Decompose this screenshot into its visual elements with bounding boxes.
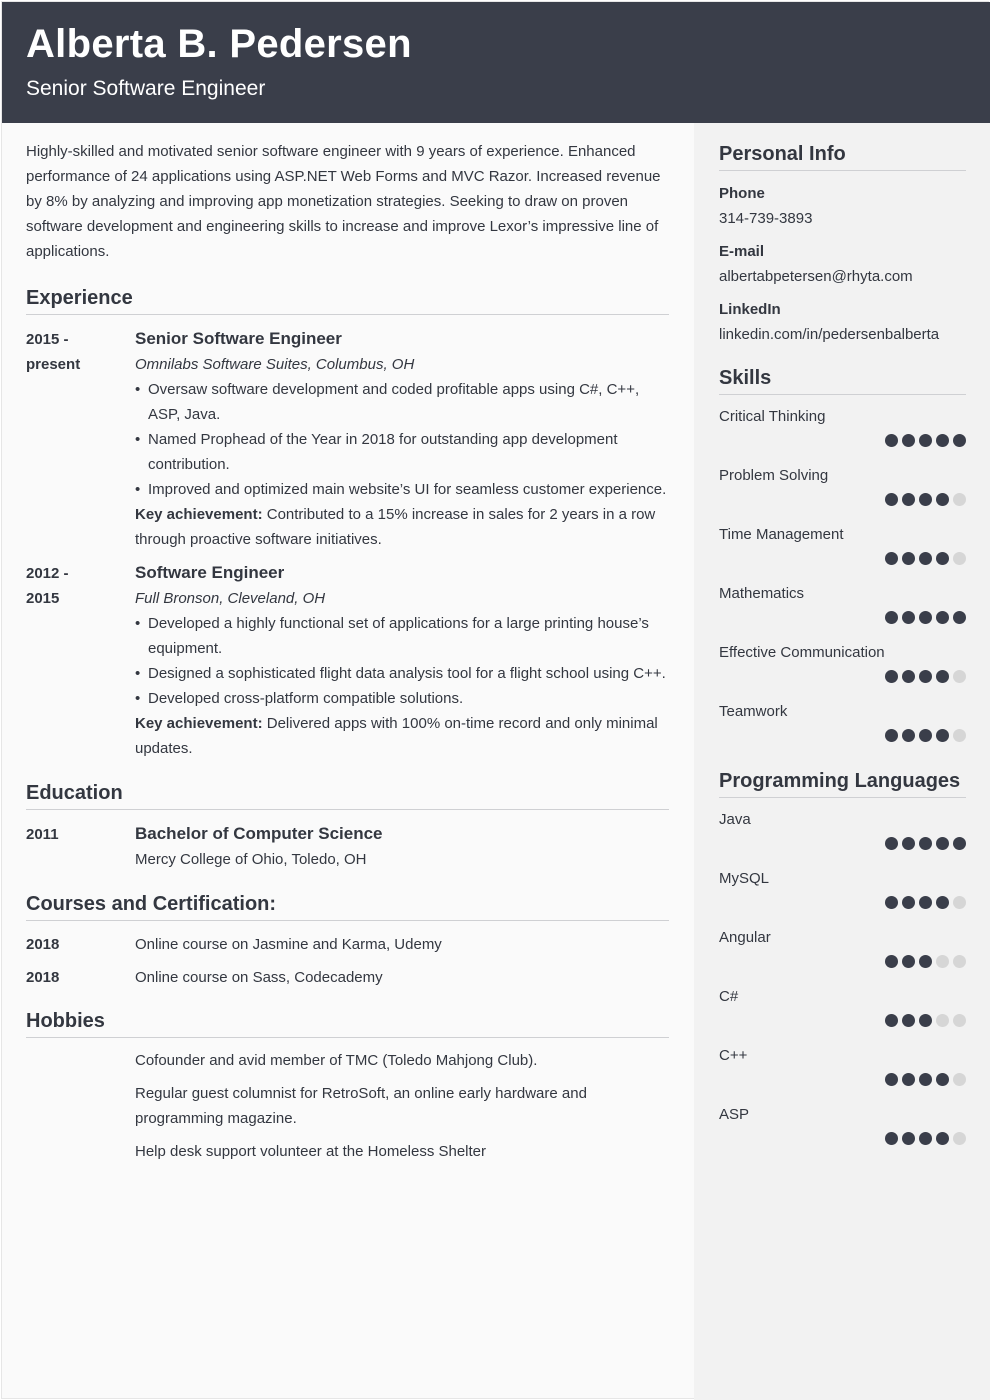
job-bullet: • Developed cross-platform compatible solutions. xyxy=(135,686,669,711)
rating-dot-filled xyxy=(902,837,915,850)
rating-dot-empty xyxy=(936,1014,949,1027)
phone-value: 314-739-3893 xyxy=(719,210,813,227)
rating-dot-filled xyxy=(936,896,949,909)
job-bullets xyxy=(135,611,669,711)
rating-dot-filled xyxy=(936,493,949,506)
language-rating xyxy=(719,955,966,968)
rating-dot-filled xyxy=(902,493,915,506)
personal-info-heading: Personal Info xyxy=(719,143,966,171)
rating-dot-filled xyxy=(902,670,915,683)
rating-dot-filled xyxy=(919,1073,932,1086)
job-company: Full Bronson, Cleveland, OH xyxy=(135,590,326,607)
skill-name: Mathematics xyxy=(719,585,805,602)
rating-dot-filled xyxy=(919,955,932,968)
language-name: ASP xyxy=(719,1106,750,1123)
language-name: MySQL xyxy=(719,870,770,887)
rating-dot-filled xyxy=(885,611,898,624)
hobby-item: Regular guest columnist for RetroSoft, an online early hardware and programming magazine. xyxy=(135,1085,587,1127)
linkedin-label: LinkedIn xyxy=(719,301,781,318)
rating-dot-filled xyxy=(885,1014,898,1027)
key-achievement-text: Contributed to a 15% increase in sales for 2 years in a row through proactive software initiatives. xyxy=(135,506,656,548)
phone-label: Phone xyxy=(719,185,765,202)
rating-dot-filled xyxy=(885,837,898,850)
language-item xyxy=(719,928,966,987)
skill-rating xyxy=(719,552,966,565)
job-bullets xyxy=(135,377,669,502)
language-name: Java xyxy=(719,811,751,828)
rating-dot-filled xyxy=(919,670,932,683)
job-company: Omnilabs Software Suites, Columbus, OH xyxy=(135,356,415,373)
rating-dot-filled xyxy=(902,611,915,624)
job-date-start: 2012 - xyxy=(26,565,69,582)
rating-dot-empty xyxy=(953,955,966,968)
education-heading: Education xyxy=(26,782,669,810)
key-achievement-label: Key achievement: xyxy=(135,506,263,523)
school: Mercy College of Ohio, Toledo, OH xyxy=(135,851,367,868)
skills-list xyxy=(719,407,966,761)
language-rating xyxy=(719,1132,966,1145)
rating-dot-filled xyxy=(919,837,932,850)
rating-dot-filled xyxy=(936,434,949,447)
course-row xyxy=(26,965,669,990)
hobbies-heading: Hobbies xyxy=(26,1010,669,1038)
rating-dot-filled xyxy=(919,1132,932,1145)
rating-dot-filled xyxy=(953,434,966,447)
job-entry xyxy=(26,561,669,761)
rating-dot-empty xyxy=(953,552,966,565)
candidate-name: Alberta B. Pedersen xyxy=(26,22,412,66)
skill-name: Effective Communication xyxy=(719,644,885,661)
skill-item xyxy=(719,466,966,525)
skill-item xyxy=(719,702,966,761)
language-name: C++ xyxy=(719,1047,748,1064)
rating-dot-filled xyxy=(936,552,949,565)
rating-dot-filled xyxy=(919,611,932,624)
rating-dot-filled xyxy=(885,955,898,968)
skill-name: Teamwork xyxy=(719,703,788,720)
rating-dot-filled xyxy=(953,837,966,850)
rating-dot-filled xyxy=(885,729,898,742)
rating-dot-filled xyxy=(902,729,915,742)
key-achievement xyxy=(135,502,669,552)
rating-dot-filled xyxy=(919,493,932,506)
language-item xyxy=(719,1105,966,1164)
job-title: Software Engineer xyxy=(135,563,285,582)
key-achievement-text: Delivered apps with 100% on-time record and only minimal updates. xyxy=(135,715,658,757)
rating-dot-empty xyxy=(953,493,966,506)
education-entry xyxy=(26,822,669,872)
job-date xyxy=(26,327,135,552)
skill-rating xyxy=(719,611,966,624)
rating-dot-filled xyxy=(953,611,966,624)
rating-dot-filled xyxy=(885,1132,898,1145)
skill-rating xyxy=(719,434,966,447)
skills-heading: Skills xyxy=(719,367,966,395)
rating-dot-filled xyxy=(902,1073,915,1086)
rating-dot-empty xyxy=(953,729,966,742)
job-bullet: • Named Prophead of the Year in 2018 for outstanding app development contribution. xyxy=(135,427,669,477)
sidebar-content xyxy=(719,123,966,1164)
language-rating xyxy=(719,896,966,909)
rating-dot-empty xyxy=(953,1014,966,1027)
rating-dot-filled xyxy=(919,896,932,909)
skill-rating xyxy=(719,493,966,506)
rating-dot-filled xyxy=(902,434,915,447)
skill-item xyxy=(719,643,966,702)
rating-dot-filled xyxy=(885,1073,898,1086)
job-bullet: • Designed a sophisticated flight data analysis tool for a flight school using C++. xyxy=(135,661,669,686)
course-text: Online course on Sass, Codecademy xyxy=(135,969,383,986)
course-date: 2018 xyxy=(26,936,60,953)
email-value: albertabpetersen@rhyta.com xyxy=(719,268,913,285)
candidate-role: Senior Software Engineer xyxy=(26,77,266,100)
skill-rating xyxy=(719,729,966,742)
rating-dot-filled xyxy=(936,837,949,850)
rating-dot-empty xyxy=(953,670,966,683)
language-name: C# xyxy=(719,988,739,1005)
job-entry xyxy=(26,327,669,552)
skill-item xyxy=(719,407,966,466)
resume-page xyxy=(1,1,989,1399)
sidebar xyxy=(694,123,990,1400)
skill-name: Critical Thinking xyxy=(719,408,826,425)
rating-dot-filled xyxy=(936,670,949,683)
rating-dot-filled xyxy=(919,552,932,565)
job-bullet: • Improved and optimized main website’s UI for seamless customer experience. xyxy=(135,477,669,502)
language-rating xyxy=(719,1073,966,1086)
experience-heading: Experience xyxy=(26,287,669,315)
languages-list xyxy=(719,810,966,1164)
main-column xyxy=(26,123,669,1164)
language-name: Angular xyxy=(719,929,771,946)
rating-dot-filled xyxy=(885,552,898,565)
rating-dot-empty xyxy=(953,896,966,909)
rating-dot-filled xyxy=(902,1014,915,1027)
job-body xyxy=(135,327,669,552)
job-title: Senior Software Engineer xyxy=(135,329,342,348)
rating-dot-filled xyxy=(885,493,898,506)
key-achievement xyxy=(135,711,669,761)
rating-dot-filled xyxy=(919,1014,932,1027)
rating-dot-filled xyxy=(936,1073,949,1086)
email-label: E-mail xyxy=(719,243,765,260)
rating-dot-filled xyxy=(936,729,949,742)
job-date-end: present xyxy=(26,356,81,373)
course-row xyxy=(26,932,669,957)
language-item xyxy=(719,1046,966,1105)
rating-dot-filled xyxy=(936,611,949,624)
rating-dot-filled xyxy=(902,955,915,968)
rating-dot-filled xyxy=(919,434,932,447)
job-bullet: • Oversaw software development and coded profitable apps using C#, C++, ASP, Java. xyxy=(135,377,669,427)
skill-item xyxy=(719,525,966,584)
degree: Bachelor of Computer Science xyxy=(135,824,383,843)
rating-dot-filled xyxy=(936,1132,949,1145)
key-achievement-label: Key achievement: xyxy=(135,715,263,732)
rating-dot-filled xyxy=(919,729,932,742)
languages-heading: Programming Languages xyxy=(719,770,966,798)
hobby-item: Help desk support volunteer at the Homeless Shelter xyxy=(135,1143,487,1160)
language-item xyxy=(719,810,966,869)
course-date: 2018 xyxy=(26,969,60,986)
rating-dot-empty xyxy=(953,1132,966,1145)
skill-name: Time Management xyxy=(719,526,844,543)
resume-header xyxy=(2,2,990,123)
job-date-end: 2015 xyxy=(26,590,60,607)
hobby-item: Cofounder and avid member of TMC (Toledo Mahjong Club). xyxy=(135,1052,538,1069)
rating-dot-filled xyxy=(902,896,915,909)
linkedin-value: linkedin.com/in/pedersenbalberta xyxy=(719,326,940,343)
courses-heading: Courses and Certification: xyxy=(26,893,669,921)
job-bullet: • Developed a highly functional set of applications for a large printing house’s equipment. xyxy=(135,611,669,661)
skill-item xyxy=(719,584,966,643)
summary: Highly-skilled and motivated senior software engineer with 9 years of experience. Enhanced performance of 24 applications using ASP.NET Web Forms and MVC Razor. Increased revenue by 8% by analyzing and improving app monetization strategies. Seeking to draw on proven software development and engineering skills to increase and improve Lexor’s impressive line of applications. xyxy=(26,143,661,260)
education-date: 2011 xyxy=(26,826,59,843)
education-body xyxy=(135,822,669,872)
rating-dot-filled xyxy=(902,1132,915,1145)
rating-dot-filled xyxy=(885,434,898,447)
language-rating xyxy=(719,837,966,850)
language-item xyxy=(719,987,966,1046)
skill-rating xyxy=(719,670,966,683)
job-body xyxy=(135,561,669,761)
rating-dot-filled xyxy=(902,552,915,565)
rating-dot-filled xyxy=(885,896,898,909)
language-rating xyxy=(719,1014,966,1027)
rating-dot-empty xyxy=(936,955,949,968)
language-item xyxy=(719,869,966,928)
job-date-start: 2015 - xyxy=(26,331,69,348)
job-date xyxy=(26,561,135,761)
skill-name: Problem Solving xyxy=(719,467,829,484)
rating-dot-empty xyxy=(953,1073,966,1086)
rating-dot-filled xyxy=(885,670,898,683)
course-text: Online course on Jasmine and Karma, Udemy xyxy=(135,936,442,953)
